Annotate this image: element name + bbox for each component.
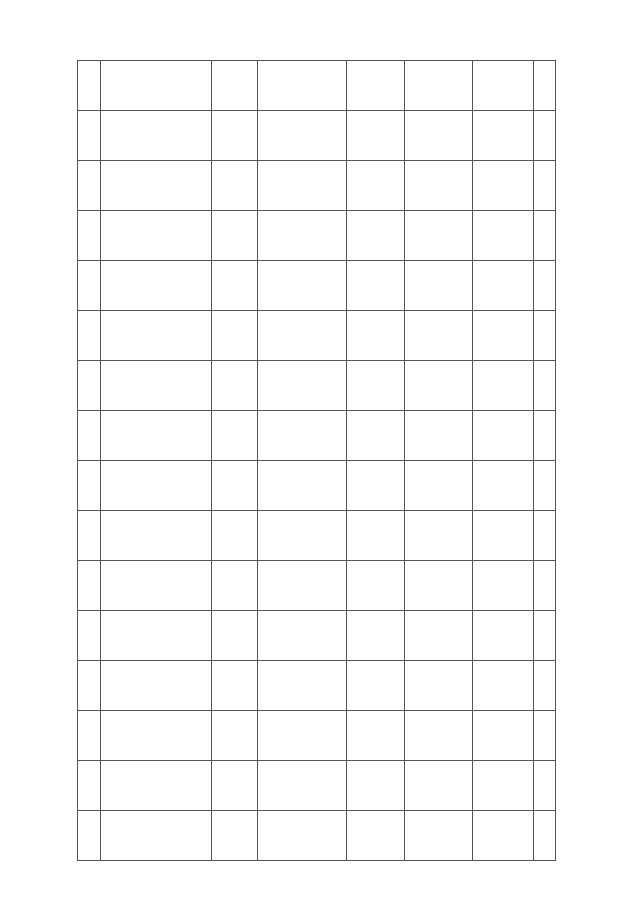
area-cell	[405, 311, 473, 361]
permitted-use-cell	[347, 411, 405, 461]
land-category-cell	[258, 561, 347, 611]
location-description-cell	[212, 111, 258, 161]
land-category-cell	[258, 611, 347, 661]
value-cell	[534, 711, 556, 761]
location-description-cell	[212, 611, 258, 661]
table-row	[78, 561, 556, 611]
table-row	[78, 411, 556, 461]
cadastral-number-cell	[101, 311, 212, 361]
cadastral-number-cell	[101, 811, 212, 861]
share-cell	[473, 211, 534, 261]
cadastral-number-cell	[101, 211, 212, 261]
value-cell	[534, 661, 556, 711]
area-cell	[405, 761, 473, 811]
share-cell	[473, 261, 534, 311]
share-cell	[473, 161, 534, 211]
row-number-cell	[78, 411, 101, 461]
row-number-cell	[78, 61, 101, 111]
permitted-use-cell	[347, 761, 405, 811]
table-row	[78, 811, 556, 861]
area-cell	[405, 461, 473, 511]
row-number-cell	[78, 561, 101, 611]
share-cell	[473, 711, 534, 761]
row-number-cell	[78, 261, 101, 311]
cadastral-number-cell	[101, 561, 212, 611]
row-number-cell	[78, 361, 101, 411]
table-row	[78, 111, 556, 161]
row-number-cell	[78, 711, 101, 761]
cadastral-number-cell	[101, 661, 212, 711]
permitted-use-cell	[347, 161, 405, 211]
location-description-cell	[212, 711, 258, 761]
share-cell	[473, 811, 534, 861]
cadastral-number-cell	[101, 61, 212, 111]
row-number-cell	[78, 611, 101, 661]
land-category-cell	[258, 511, 347, 561]
cadastral-number-cell	[101, 361, 212, 411]
area-cell	[405, 61, 473, 111]
permitted-use-cell	[347, 361, 405, 411]
row-number-cell	[78, 511, 101, 561]
permitted-use-cell	[347, 661, 405, 711]
location-description-cell	[212, 811, 258, 861]
permitted-use-cell	[347, 711, 405, 761]
area-cell	[405, 261, 473, 311]
land-category-cell	[258, 261, 347, 311]
row-number-cell	[78, 761, 101, 811]
land-category-cell	[258, 211, 347, 261]
row-number-cell	[78, 811, 101, 861]
share-cell	[473, 411, 534, 461]
cadastral-number-cell	[101, 461, 212, 511]
value-cell	[534, 411, 556, 461]
permitted-use-cell	[347, 811, 405, 861]
cadastral-number-cell	[101, 161, 212, 211]
share-cell	[473, 611, 534, 661]
permitted-use-cell	[347, 311, 405, 361]
share-cell	[473, 761, 534, 811]
area-cell	[405, 361, 473, 411]
value-cell	[534, 211, 556, 261]
land-category-cell	[258, 411, 347, 461]
table-body	[78, 61, 556, 861]
table-row	[78, 61, 556, 111]
location-description-cell	[212, 511, 258, 561]
area-cell	[405, 111, 473, 161]
land-category-cell	[258, 761, 347, 811]
land-category-cell	[258, 811, 347, 861]
land-category-cell	[258, 311, 347, 361]
row-number-cell	[78, 111, 101, 161]
value-cell	[534, 361, 556, 411]
land-category-cell	[258, 461, 347, 511]
area-cell	[405, 211, 473, 261]
share-cell	[473, 311, 534, 361]
land-category-cell	[258, 661, 347, 711]
cadastral-number-cell	[101, 111, 212, 161]
area-cell	[405, 511, 473, 561]
table-row	[78, 161, 556, 211]
cadastral-number-cell	[101, 711, 212, 761]
value-cell	[534, 811, 556, 861]
value-cell	[534, 761, 556, 811]
share-cell	[473, 561, 534, 611]
share-cell	[473, 661, 534, 711]
area-cell	[405, 661, 473, 711]
location-description-cell	[212, 211, 258, 261]
share-cell	[473, 511, 534, 561]
table-row	[78, 611, 556, 661]
value-cell	[534, 311, 556, 361]
permitted-use-cell	[347, 211, 405, 261]
permitted-use-cell	[347, 611, 405, 661]
cadastral-number-cell	[101, 611, 212, 661]
location-description-cell	[212, 261, 258, 311]
value-cell	[534, 461, 556, 511]
area-cell	[405, 611, 473, 661]
value-cell	[534, 611, 556, 661]
land-category-cell	[258, 711, 347, 761]
permitted-use-cell	[347, 461, 405, 511]
permitted-use-cell	[347, 511, 405, 561]
table-row	[78, 361, 556, 411]
value-cell	[534, 561, 556, 611]
row-number-cell	[78, 161, 101, 211]
cadastral-number-cell	[101, 261, 212, 311]
area-cell	[405, 161, 473, 211]
location-description-cell	[212, 361, 258, 411]
cadastral-number-cell	[101, 511, 212, 561]
share-cell	[473, 361, 534, 411]
permitted-use-cell	[347, 61, 405, 111]
area-cell	[405, 711, 473, 761]
table-row	[78, 761, 556, 811]
area-cell	[405, 811, 473, 861]
table-row	[78, 461, 556, 511]
value-cell	[534, 161, 556, 211]
table-row	[78, 311, 556, 361]
location-description-cell	[212, 461, 258, 511]
row-number-cell	[78, 461, 101, 511]
value-cell	[534, 61, 556, 111]
value-cell	[534, 511, 556, 561]
land-category-cell	[258, 61, 347, 111]
location-description-cell	[212, 661, 258, 711]
permitted-use-cell	[347, 261, 405, 311]
cadastral-number-cell	[101, 761, 212, 811]
row-number-cell	[78, 311, 101, 361]
location-description-cell	[212, 411, 258, 461]
row-number-cell	[78, 211, 101, 261]
location-description-cell	[212, 161, 258, 211]
share-cell	[473, 111, 534, 161]
table-row	[78, 711, 556, 761]
land-category-cell	[258, 161, 347, 211]
location-description-cell	[212, 561, 258, 611]
location-description-cell	[212, 61, 258, 111]
location-description-cell	[212, 311, 258, 361]
land-category-cell	[258, 111, 347, 161]
permitted-use-cell	[347, 111, 405, 161]
table-row	[78, 211, 556, 261]
permitted-use-cell	[347, 561, 405, 611]
row-number-cell	[78, 661, 101, 711]
share-cell	[473, 461, 534, 511]
location-description-cell	[212, 761, 258, 811]
land-category-cell	[258, 361, 347, 411]
table-row	[78, 261, 556, 311]
cadastral-number-cell	[101, 411, 212, 461]
land-plots-table	[77, 60, 556, 861]
table-row	[78, 661, 556, 711]
area-cell	[405, 561, 473, 611]
value-cell	[534, 261, 556, 311]
share-cell	[473, 61, 534, 111]
area-cell	[405, 411, 473, 461]
value-cell	[534, 111, 556, 161]
table-row	[78, 511, 556, 561]
